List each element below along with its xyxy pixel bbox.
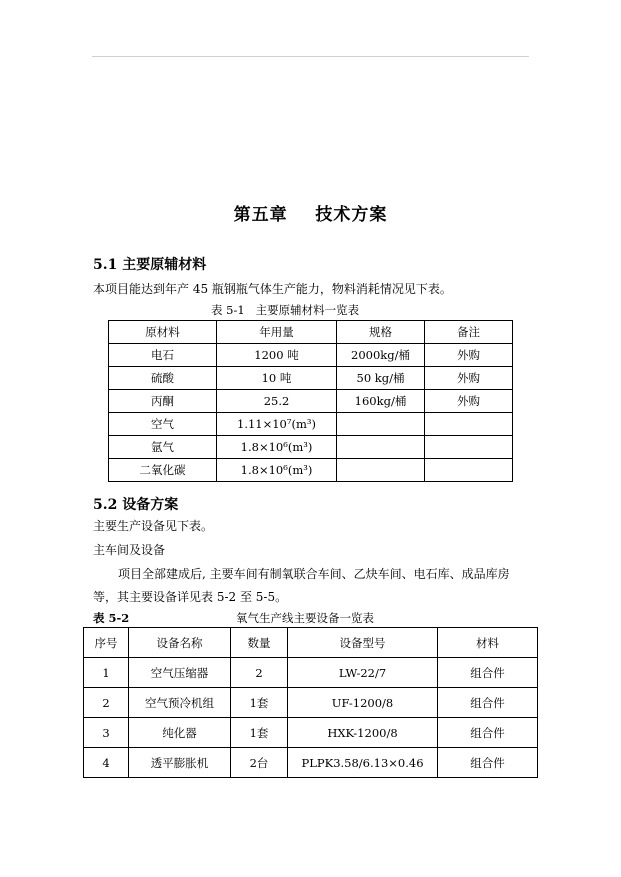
table-cell: 纯化器 xyxy=(129,718,231,748)
table-cell: 2台 xyxy=(231,748,288,778)
table-cell xyxy=(337,459,425,482)
table-cell: 硫酸 xyxy=(109,367,217,390)
table-cell: 1200 吨 xyxy=(217,344,337,367)
table-cell: 1.11×10⁷(m³) xyxy=(217,413,337,436)
table-cell: 组合件 xyxy=(438,718,538,748)
table-cell: 1套 xyxy=(231,718,288,748)
table-5-1-caption: 表 5-1 主要原辅材料一览表 xyxy=(211,303,360,317)
table-row xyxy=(109,413,513,436)
header-cell: 备注 xyxy=(425,321,513,344)
table-header-row xyxy=(84,628,538,658)
table-cell: 10 吨 xyxy=(217,367,337,390)
header-cell: 设备型号 xyxy=(288,628,438,658)
table-cell xyxy=(425,459,513,482)
table-cell: 外购 xyxy=(425,344,513,367)
chapter-title: 第五章 技术方案 xyxy=(233,205,388,225)
table-cell: 外购 xyxy=(425,367,513,390)
table-cell: 丙酮 xyxy=(109,390,217,413)
table-cell: 二氧化碳 xyxy=(109,459,217,482)
table-5-2-title: 氧气生产线主要设备一览表 xyxy=(236,611,374,625)
table-cell: 1.8×10⁶(m³) xyxy=(217,436,337,459)
table-cell: 透平膨胀机 xyxy=(129,748,231,778)
section-2-line-1: 主要生产设备见下表。 xyxy=(93,519,214,533)
section-2-line-2: 主车间及设备 xyxy=(93,543,166,557)
table-row xyxy=(109,390,513,413)
table-5-2-label: 表 5-2 xyxy=(93,611,130,625)
table-cell: 4 xyxy=(84,748,129,778)
table-row xyxy=(84,748,538,778)
section-2-heading: 5.2 设备方案 xyxy=(93,497,179,513)
table-cell: 2000kg/桶 xyxy=(337,344,425,367)
table-cell xyxy=(337,413,425,436)
table-cell: LW-22/7 xyxy=(288,658,438,688)
materials-table xyxy=(108,320,513,482)
table-row xyxy=(109,459,513,482)
section-1-intro: 本项目能达到年产 45 瓶钢瓶气体生产能力，物料消耗情况见下表。 xyxy=(93,282,452,296)
header-cell: 原材料 xyxy=(109,321,217,344)
table-cell: HXK-1200/8 xyxy=(288,718,438,748)
table-cell: 空气压缩器 xyxy=(129,658,231,688)
table-cell: 2 xyxy=(231,658,288,688)
header-cell: 数量 xyxy=(231,628,288,658)
table-row xyxy=(84,718,538,748)
table-cell: 组合件 xyxy=(438,658,538,688)
table-cell: 空气预冷机组 xyxy=(129,688,231,718)
table-row xyxy=(109,367,513,390)
table-cell: 160kg/桶 xyxy=(337,390,425,413)
section-2-paragraph-2: 等，其主要设备详见表 5-2 至 5-5。 xyxy=(93,590,288,604)
table-cell: 2 xyxy=(84,688,129,718)
header-cell: 材料 xyxy=(438,628,538,658)
table-cell: 1 xyxy=(84,658,129,688)
table-row xyxy=(84,658,538,688)
table-cell xyxy=(337,436,425,459)
header-cell: 设备名称 xyxy=(129,628,231,658)
table-cell: 组合件 xyxy=(438,748,538,778)
table-row xyxy=(84,688,538,718)
section-2-paragraph-1: 项目全部建成后, 主要车间有制氧联合车间、乙炔车间、电石库、成品库房 xyxy=(118,567,510,581)
equipment-table xyxy=(83,627,538,778)
table-header-row xyxy=(109,321,513,344)
table-cell: UF-1200/8 xyxy=(288,688,438,718)
table-cell: 氩气 xyxy=(109,436,217,459)
table-cell: 1套 xyxy=(231,688,288,718)
table-cell xyxy=(425,436,513,459)
table-cell: 25.2 xyxy=(217,390,337,413)
table-cell: 3 xyxy=(84,718,129,748)
table-row xyxy=(109,436,513,459)
table-cell: PLPK3.58/6.13×0.46 xyxy=(288,748,438,778)
table-cell: 空气 xyxy=(109,413,217,436)
table-cell: 电石 xyxy=(109,344,217,367)
table-cell: 1.8×10⁶(m³) xyxy=(217,459,337,482)
table-row xyxy=(109,344,513,367)
table-cell: 50 kg/桶 xyxy=(337,367,425,390)
header-rule xyxy=(92,56,529,57)
section-1-heading: 5.1 主要原辅材料 xyxy=(93,257,207,273)
table-cell: 组合件 xyxy=(438,688,538,718)
table-cell: 外购 xyxy=(425,390,513,413)
table-cell xyxy=(425,413,513,436)
header-cell: 序号 xyxy=(84,628,129,658)
header-cell: 年用量 xyxy=(217,321,337,344)
header-cell: 规格 xyxy=(337,321,425,344)
